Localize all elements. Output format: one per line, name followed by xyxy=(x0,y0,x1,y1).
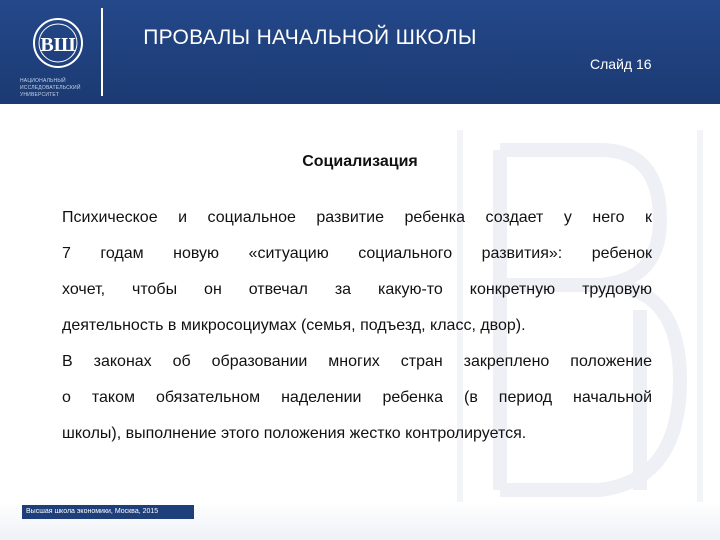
slide-number: Слайд 16 xyxy=(590,56,652,72)
header-divider xyxy=(101,8,103,96)
logo-caption: НАЦИОНАЛЬНЫЙ ИССЛЕДОВАТЕЛЬСКИЙ УНИВЕРСИТЕТ xyxy=(20,78,81,98)
hse-emblem-icon xyxy=(12,10,108,76)
section-title: Социализация xyxy=(302,153,418,170)
body-line: о таком обязательном наделении ребенка (в период начальной xyxy=(62,389,652,406)
footer-text: Высшая школа экономики, Москва, 2015 xyxy=(26,508,159,515)
body-line: деятельность в микросоциумах (семья, подъезд, класс, двор). xyxy=(62,317,526,334)
hse-logo xyxy=(12,10,108,96)
body-line: хочет, чтобы он отвечал за какую-то конкретную трудовую xyxy=(62,281,652,298)
body-text xyxy=(62,200,652,452)
page-title: ПРОВАЛЫ НАЧАЛЬНОЙ ШКОЛЫ xyxy=(143,26,477,49)
body-line: В законах об образовании многих стран закреплено положение xyxy=(62,353,652,370)
body-line: Психическое и социальное развитие ребенка создает у него к xyxy=(62,209,652,226)
body-line: 7 годам новую «ситуацию социального развития»: ребенок xyxy=(62,245,652,262)
body-line: школы), выполнение этого положения жестко контролируется. xyxy=(62,425,527,442)
logo-monogram: ВШ xyxy=(40,34,76,56)
header-bar xyxy=(0,0,720,104)
